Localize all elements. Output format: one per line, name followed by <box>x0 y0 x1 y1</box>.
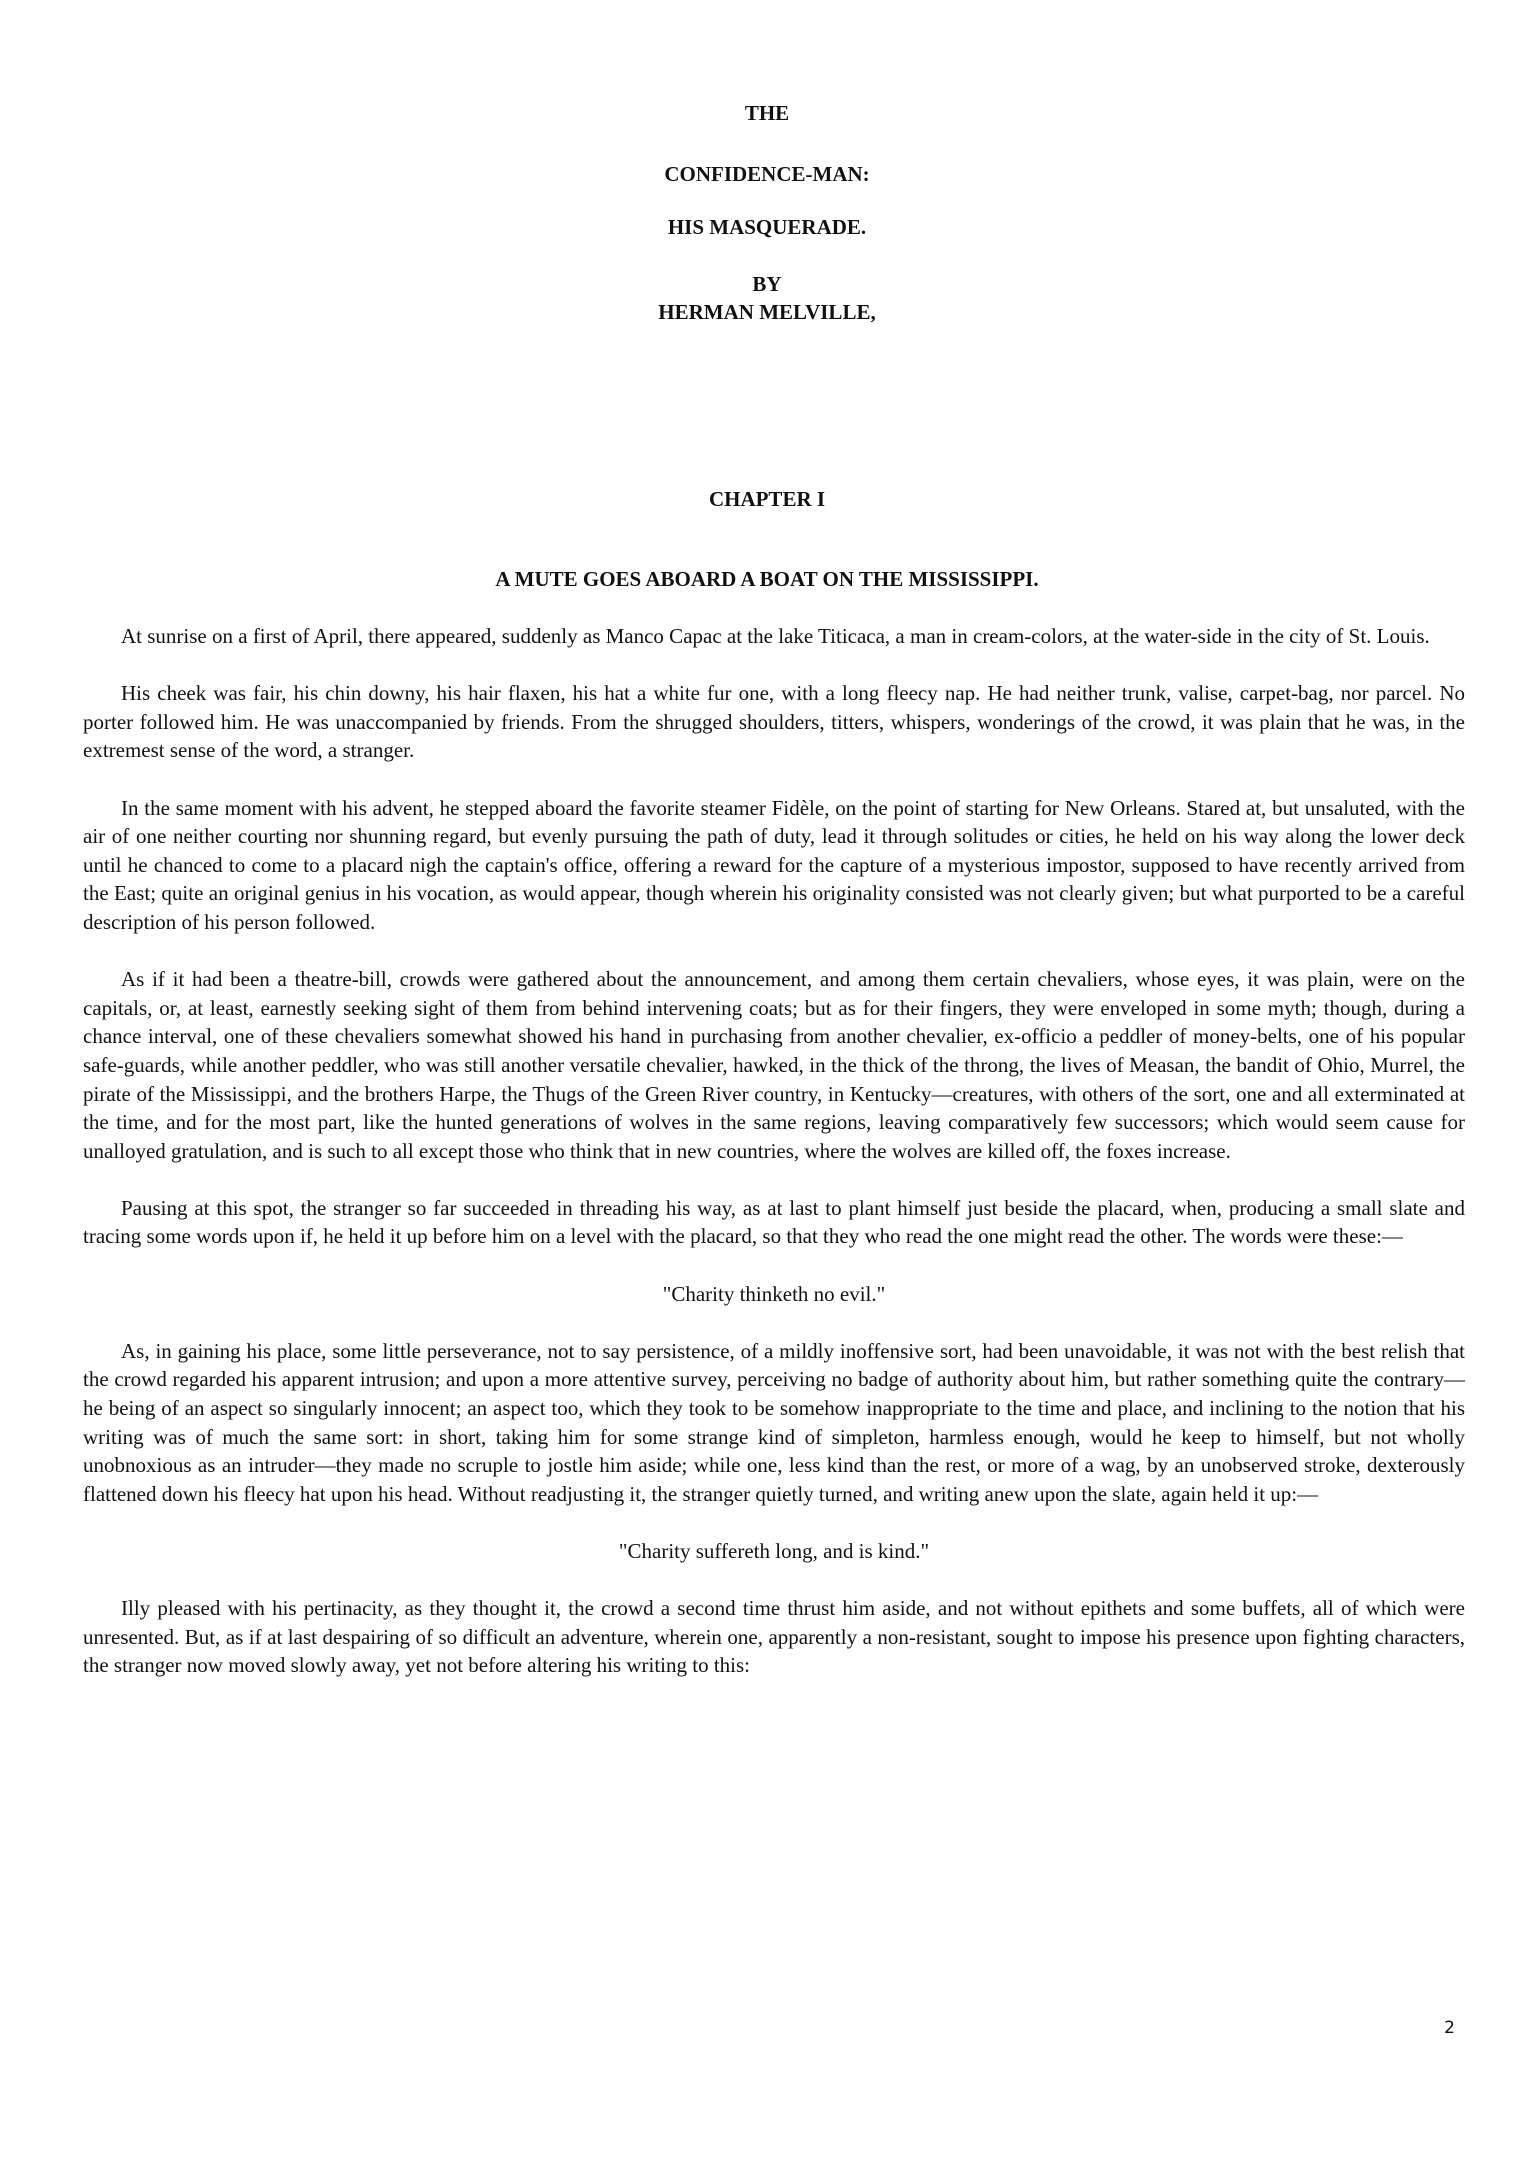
paragraph-1: At sunrise on a first of April, there appeared, suddenly as Manco Capac at the lake Titicaca, a man in cream-colors, at the water-side in the city of St. Louis. <box>121 624 1430 648</box>
slate-quote-1: "Charity thinketh no evil." <box>662 1281 886 1306</box>
paragraph-2: His cheek was fair, his chin downy, his hair flaxen, his hat a white fur one, with a long fleecy nap. He had neither trunk, valise, carpet-bag, nor parcel. No porter followed him. He was unaccompanied by friends. From the shrugged shoulders, titters, whispers, wonderings of the crowd, it was plain that he was, in the extremest sense of the word, a stranger. <box>83 681 1465 763</box>
title-line-masquerade: HIS MASQUERADE. <box>667 215 867 239</box>
title-line-the: THE <box>744 101 790 125</box>
page-number: 2 <box>1444 2018 1455 2038</box>
paragraph-3: In the same moment with his advent, he stepped aboard the favorite steamer Fidèle, on the point of starting for New Orleans. Stared at, but unsaluted, with the air of one neither courting nor shunning regard, but evenly pursuing the path of duty, lead it through solitudes or cities, he held on his way along the lower deck until he chanced to come to a placard nigh the captain's office, offering a reward for the capture of a mysterious impostor, supposed to have recently arrived from the East; quite an original genius in his vocation, as would appear, though wherein his originality consisted was not clearly given; but what purported to be a careful description of his person followed. <box>83 795 1465 934</box>
slate-quote-2: "Charity suffereth long, and is kind." <box>618 1539 930 1563</box>
paragraph-6: As, in gaining his place, some little perseverance, not to say persistence, of a mildly inoffensive sort, had been unavoidable, it was not with the best relish that the crowd regarded his apparent intrusion; and upon a more attentive survey, perceiving no badge of authority about him, but rather something quite the contrary—he being of an aspect so singularly innocent; an aspect too, which they took to be somehow inappropriate to the time and place, and inclining to the notion that his writing was of much the same sort: in short, taking him for some strange kind of simpleton, harmless enough, would he keep to himself, but not wholly unobnoxious as an intruder—they made no scruple to jostle him aside; while one, less kind than the rest, or more of a wag, by an unobserved stroke, dexterously flattened down his fleecy hat upon his head. Without readjusting it, the stranger quietly turned, and writing anew upon the slate, again held it up:— <box>83 1338 1465 1506</box>
title-line-confidence-man: CONFIDENCE-MAN: <box>664 162 870 186</box>
title-author: HERMAN MELVILLE, <box>658 300 876 324</box>
paragraph-7: Illy pleased with his pertinacity, as they thought it, the crowd a second time thrust him aside, and not without epithets and some buffets, all of which were unresented. But, as if at last despairing of so difficult an adventure, wherein one, apparently a non-resistant, sought to impose his presence upon fighting characters, the stranger now moved slowly away, yet not before altering his writing to this: <box>83 1596 1465 1678</box>
paragraph-5: Pausing at this spot, the stranger so far succeeded in threading his way, as at last to plant himself just beside the placard, when, producing a small slate and tracing some words upon if, he held it up before him on a level with the placard, so that they who read the one might read the other. The words were these:— <box>83 1195 1465 1249</box>
chapter-body <box>83 622 1465 1709</box>
title-by: BY <box>752 272 782 296</box>
paragraph-4: As if it had been a theatre-bill, crowds were gathered about the announcement, and among them certain chevaliers, whose eyes, it was plain, were on the capitals, or, at least, earnestly seeking sight of them from behind intervening coats; but as for their fingers, they were enveloped in some myth; though, during a chance interval, one of these chevaliers somewhat showed his hand in purchasing from another chevalier, ex-officio a peddler of money-belts, one of his popular safe-guards, while another peddler, who was still another versatile chevalier, hawked, in the thick of the throng, the lives of Measan, the bandit of Ohio, Murrel, the pirate of the Mississippi, and the brothers Harpe, the Thugs of the Green River country, in Kentucky—creatures, with others of the sort, one and all exterminated at the time, and for the most part, like the hunted generations of wolves in the same regions, leaving comparatively few successors; which would seem cause for unalloyed gratulation, and is such to all except those who think that in new countries, where the wolves are killed off, the foxes increase. <box>83 967 1465 1163</box>
chapter-heading: A MUTE GOES ABOARD A BOAT ON THE MISSISSIPPI. <box>495 567 1039 591</box>
chapter-number: CHAPTER I <box>708 487 826 511</box>
